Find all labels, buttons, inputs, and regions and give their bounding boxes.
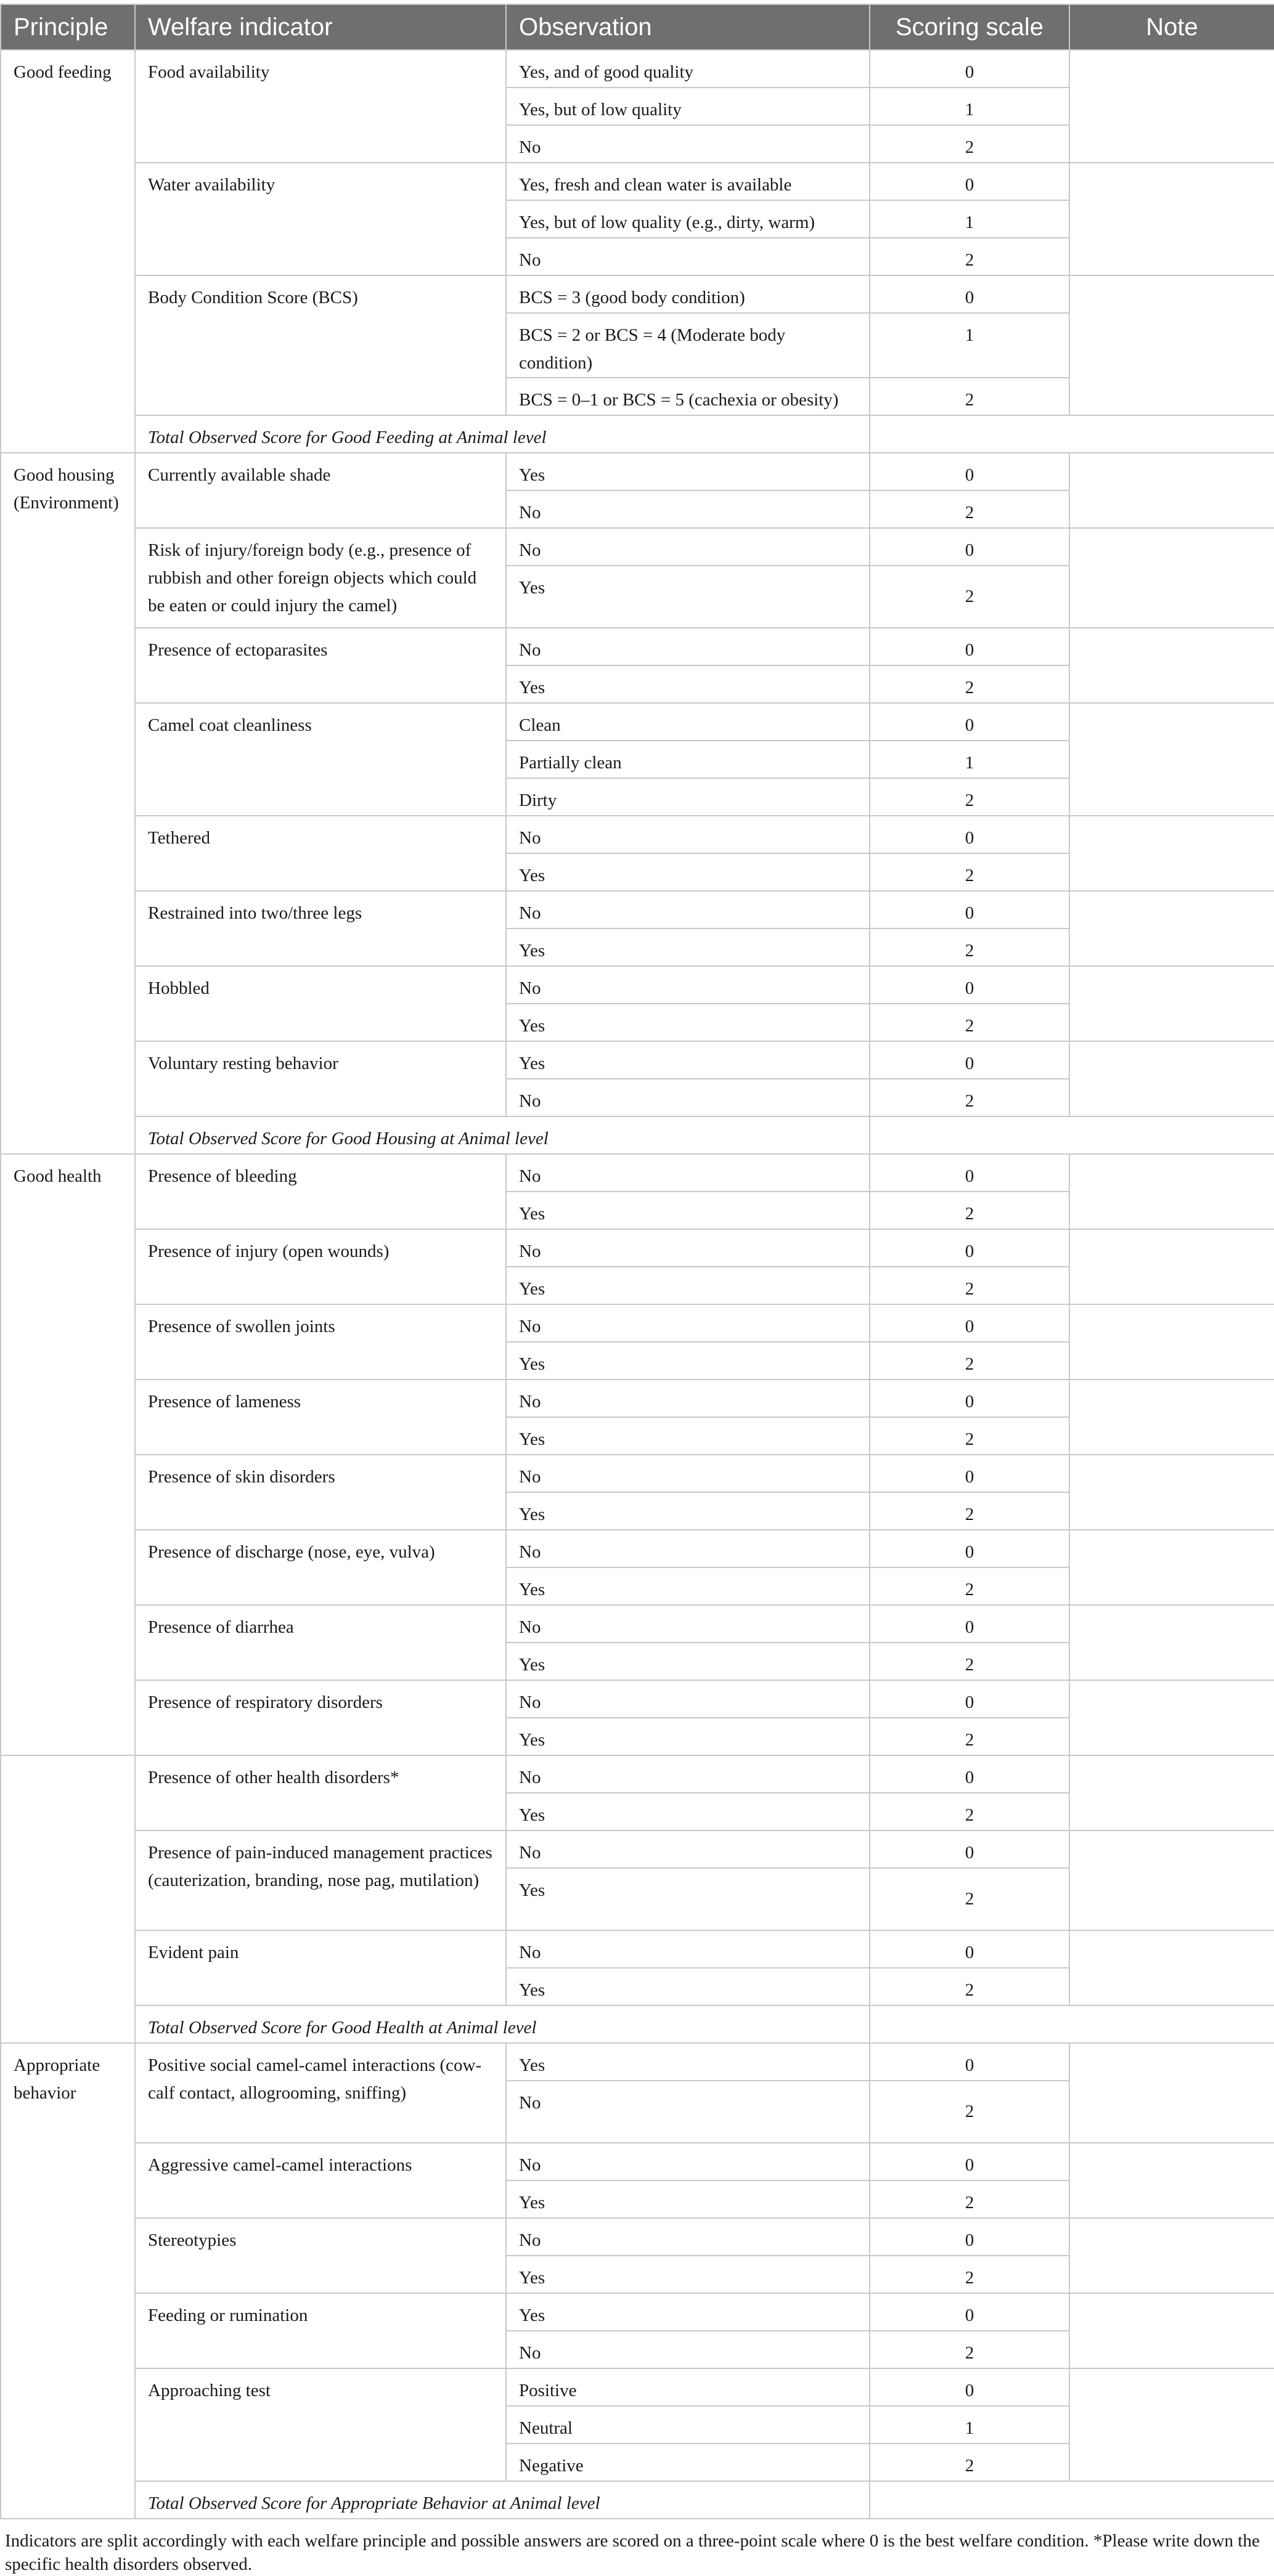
observation-cell: Yes	[506, 1643, 870, 1680]
scoring-scale-cell: 0	[870, 1830, 1069, 1868]
scoring-scale-cell: 2	[870, 2444, 1069, 2481]
table-row	[1, 628, 1274, 665]
table-row	[1, 50, 1274, 87]
scoring-scale-cell: 2	[870, 490, 1069, 528]
note-cell	[1069, 2218, 1274, 2293]
welfare-indicator-cell: Voluntary resting behavior	[135, 1041, 506, 1116]
scoring-scale-cell: 0	[870, 163, 1069, 200]
table-row	[1, 163, 1274, 200]
table-row	[1, 1379, 1274, 1417]
table-row	[1, 1930, 1274, 1968]
observation-cell: Yes	[506, 2256, 870, 2293]
note-cell	[1069, 1605, 1274, 1680]
observation-cell: Yes	[506, 453, 870, 490]
scoring-scale-cell: 2	[870, 125, 1069, 163]
table-row	[1, 1229, 1274, 1267]
observation-cell: No	[506, 2143, 870, 2180]
scoring-scale-cell: 0	[870, 453, 1069, 490]
observation-cell: Yes, but of low quality (e.g., dirty, warm)	[506, 200, 870, 238]
welfare-indicator-cell: Approaching test	[135, 2368, 506, 2481]
welfare-indicator-cell: Presence of injury (open wounds)	[135, 1229, 506, 1304]
welfare-indicator-cell: Presence of pain-induced management practices (cauterization, branding, nose pag, mutilation)	[135, 1830, 506, 1930]
header-principle: Principle	[1, 4, 135, 50]
table-row	[1, 2368, 1274, 2406]
principle-cell: Good feeding	[1, 50, 135, 453]
observation-cell: No	[506, 490, 870, 528]
observation-cell: No	[506, 528, 870, 566]
table-body	[1, 50, 1274, 2519]
scoring-scale-cell: 0	[870, 1304, 1069, 1342]
observation-cell: Yes	[506, 2180, 870, 2218]
note-cell	[1069, 275, 1274, 415]
scoring-scale-cell: 2	[870, 1192, 1069, 1229]
scoring-scale-cell: 0	[870, 1930, 1069, 1968]
welfare-indicator-cell: Presence of diarrhea	[135, 1605, 506, 1680]
observation-cell: No	[506, 1455, 870, 1492]
scoring-scale-cell: 0	[870, 703, 1069, 741]
welfare-indicator-cell: Risk of injury/foreign body (e.g., presence of rubbish and other foreign objects which could be eaten or could injury the camel)	[135, 528, 506, 628]
scoring-scale-cell: 2	[870, 1868, 1069, 1930]
note-cell	[1069, 1041, 1274, 1116]
welfare-indicator-cell: Currently available shade	[135, 453, 506, 528]
observation-cell: BCS = 2 or BCS = 4 (Moderate body condition)	[506, 313, 870, 378]
scoring-scale-cell: 2	[870, 1492, 1069, 1530]
total-row	[1, 1116, 1274, 1154]
note-cell	[1069, 1930, 1274, 2005]
note-cell	[1069, 1154, 1274, 1229]
observation-cell: Yes	[506, 928, 870, 966]
observation-cell: No	[506, 1154, 870, 1192]
scoring-scale-cell: 2	[870, 1567, 1069, 1605]
principle-cell: Good housing (Environment)	[1, 453, 135, 1154]
observation-cell: Yes	[506, 566, 870, 628]
scoring-scale-cell: 2	[870, 1643, 1069, 1680]
scoring-scale-cell: 0	[870, 816, 1069, 853]
observation-cell: No	[506, 1229, 870, 1267]
note-cell	[1069, 1680, 1274, 1755]
note-cell	[1069, 1304, 1274, 1379]
table-row	[1, 1605, 1274, 1643]
scoring-scale-cell: 0	[870, 1755, 1069, 1793]
observation-cell: No	[506, 2218, 870, 2256]
note-cell	[1069, 1830, 1274, 1930]
observation-cell: Yes, but of low quality	[506, 87, 870, 125]
welfare-indicator-cell: Presence of other health disorders*	[135, 1755, 506, 1830]
observation-cell: Yes	[506, 2043, 870, 2081]
note-cell	[1069, 163, 1274, 275]
total-score-value	[870, 2005, 1274, 2043]
observation-cell: Neutral	[506, 2406, 870, 2444]
observation-cell: Yes	[506, 1968, 870, 2005]
scoring-scale-cell: 2	[870, 1793, 1069, 1830]
scoring-scale-cell: 2	[870, 2081, 1069, 2143]
scoring-scale-cell: 2	[870, 1079, 1069, 1116]
observation-cell: Clean	[506, 703, 870, 741]
scoring-scale-cell: 1	[870, 313, 1069, 378]
welfare-indicator-cell: Positive social camel-camel interactions (cow-calf contact, allogrooming, sniffing)	[135, 2043, 506, 2143]
table-footnote: Indicators are split accordingly with each welfare principle and possible answers are scored on a three-point scale where 0 is the best welfare condition. *Please write down the specific health disorders observed.	[5, 2531, 1260, 2574]
scoring-scale-cell: 0	[870, 1379, 1069, 1417]
observation-cell: Dirty	[506, 778, 870, 816]
scoring-scale-cell: 2	[870, 1718, 1069, 1755]
table-row	[1, 1154, 1274, 1192]
observation-cell: No	[506, 1530, 870, 1567]
observation-cell: No	[506, 1605, 870, 1643]
table-row	[1, 1680, 1274, 1718]
observation-cell: No	[506, 2331, 870, 2368]
table-row	[1, 966, 1274, 1004]
observation-cell: No	[506, 891, 870, 928]
scoring-scale-cell: 2	[870, 2256, 1069, 2293]
scoring-scale-cell: 2	[870, 778, 1069, 816]
scoring-scale-cell: 0	[870, 1680, 1069, 1718]
scoring-scale-cell: 0	[870, 2218, 1069, 2256]
table-row	[1, 1530, 1274, 1567]
welfare-indicator-cell: Presence of bleeding	[135, 1154, 506, 1229]
scoring-scale-cell: 0	[870, 891, 1069, 928]
observation-cell: BCS = 3 (good body condition)	[506, 275, 870, 313]
welfare-indicator-cell: Feeding or rumination	[135, 2293, 506, 2368]
scoring-scale-cell: 0	[870, 2368, 1069, 2406]
scoring-scale-cell: 2	[870, 1004, 1069, 1041]
observation-cell: Yes	[506, 1004, 870, 1041]
table-row	[1, 816, 1274, 853]
observation-cell: No	[506, 1680, 870, 1718]
welfare-indicator-cell: Aggressive camel-camel interactions	[135, 2143, 506, 2218]
scoring-scale-cell: 2	[870, 1968, 1069, 2005]
observation-cell: No	[506, 1930, 870, 1968]
observation-cell: No	[506, 238, 870, 275]
total-score-label: Total Observed Score for Good Housing at Animal level	[135, 1116, 870, 1154]
scoring-scale-cell: 0	[870, 1229, 1069, 1267]
observation-cell: Negative	[506, 2444, 870, 2481]
note-cell	[1069, 628, 1274, 703]
scoring-scale-cell: 2	[870, 2331, 1069, 2368]
welfare-indicator-cell: Stereotypies	[135, 2218, 506, 2293]
welfare-indicator-cell: Presence of swollen joints	[135, 1304, 506, 1379]
header-row	[1, 4, 1274, 50]
observation-cell: No	[506, 1755, 870, 1793]
note-cell	[1069, 1229, 1274, 1304]
total-score-value	[870, 415, 1274, 453]
total-score-value	[870, 1116, 1274, 1154]
scoring-scale-cell: 0	[870, 1154, 1069, 1192]
note-cell	[1069, 891, 1274, 966]
observation-cell: No	[506, 966, 870, 1004]
observation-cell: Yes	[506, 1041, 870, 1079]
scoring-scale-cell: 2	[870, 853, 1069, 891]
observation-cell: Yes, and of good quality	[506, 50, 870, 87]
table-row	[1, 2043, 1274, 2081]
observation-cell: No	[506, 816, 870, 853]
observation-cell: No	[506, 1379, 870, 1417]
scoring-scale-cell: 2	[870, 238, 1069, 275]
observation-cell: No	[506, 2081, 870, 2143]
scoring-scale-cell: 1	[870, 200, 1069, 238]
note-cell	[1069, 1379, 1274, 1455]
observation-cell: Positive	[506, 2368, 870, 2406]
note-cell	[1069, 50, 1274, 163]
observation-cell: No	[506, 1830, 870, 1868]
observation-cell: Yes	[506, 1793, 870, 1830]
welfare-indicator-cell: Water availability	[135, 163, 506, 275]
note-cell	[1069, 2043, 1274, 2143]
scoring-scale-cell: 1	[870, 2406, 1069, 2444]
scoring-scale-cell: 0	[870, 528, 1069, 566]
note-cell	[1069, 816, 1274, 891]
note-cell	[1069, 1755, 1274, 1830]
scoring-scale-cell: 0	[870, 2143, 1069, 2180]
observation-cell: Yes	[506, 1417, 870, 1455]
header-welfare-indicator: Welfare indicator	[135, 4, 506, 50]
note-cell	[1069, 703, 1274, 816]
observation-cell: Yes	[506, 1567, 870, 1605]
note-cell	[1069, 2293, 1274, 2368]
observation-cell: Yes	[506, 1267, 870, 1304]
welfare-indicator-cell: Food availability	[135, 50, 506, 163]
welfare-indicator-cell: Camel coat cleanliness	[135, 703, 506, 816]
observation-cell: Yes	[506, 665, 870, 703]
observation-cell: Yes	[506, 1192, 870, 1229]
scoring-scale-cell: 2	[870, 665, 1069, 703]
total-score-label: Total Observed Score for Good Feeding at Animal level	[135, 415, 870, 453]
welfare-indicator-cell: Restrained into two/three legs	[135, 891, 506, 966]
header-note: Note	[1069, 4, 1274, 50]
table-row	[1, 2293, 1274, 2331]
scoring-scale-cell: 2	[870, 1417, 1069, 1455]
welfare-indicator-cell: Presence of respiratory disorders	[135, 1680, 506, 1755]
total-row	[1, 2005, 1274, 2043]
scoring-scale-cell: 0	[870, 2293, 1069, 2331]
total-score-label: Total Observed Score for Good Health at Animal level	[135, 2005, 870, 2043]
observation-cell: Yes	[506, 2293, 870, 2331]
scoring-scale-cell: 0	[870, 628, 1069, 665]
welfare-indicator-cell: Body Condition Score (BCS)	[135, 275, 506, 415]
table-row	[1, 453, 1274, 490]
note-cell	[1069, 1455, 1274, 1530]
observation-cell: No	[506, 1079, 870, 1116]
scoring-scale-cell: 2	[870, 2180, 1069, 2218]
welfare-indicator-cell: Presence of discharge (nose, eye, vulva)	[135, 1530, 506, 1605]
observation-cell: Yes	[506, 1718, 870, 1755]
scoring-scale-cell: 2	[870, 378, 1069, 415]
note-cell	[1069, 966, 1274, 1041]
note-cell	[1069, 453, 1274, 528]
table-row	[1, 1304, 1274, 1342]
scoring-scale-cell: 0	[870, 1041, 1069, 1079]
table-row	[1, 2143, 1274, 2180]
note-cell	[1069, 2143, 1274, 2218]
table-row	[1, 703, 1274, 741]
observation-cell: No	[506, 628, 870, 665]
table-row	[1, 1041, 1274, 1079]
table-row	[1, 1755, 1274, 1793]
principle-cell: Appropriate behavior	[1, 2043, 135, 2519]
welfare-indicator-cell: Hobbled	[135, 966, 506, 1041]
scoring-scale-cell: 0	[870, 2043, 1069, 2081]
welfare-indicator-cell: Evident pain	[135, 1930, 506, 2005]
observation-cell: Yes	[506, 853, 870, 891]
observation-cell: Yes	[506, 1492, 870, 1530]
scoring-scale-cell: 2	[870, 928, 1069, 966]
total-row	[1, 415, 1274, 453]
scoring-scale-cell: 0	[870, 50, 1069, 87]
scoring-scale-cell: 0	[870, 1605, 1069, 1643]
header-scoring-scale: Scoring scale	[870, 4, 1069, 50]
table-row	[1, 275, 1274, 313]
note-cell	[1069, 1530, 1274, 1605]
note-cell	[1069, 2368, 1274, 2481]
total-score-label: Total Observed Score for Appropriate Behavior at Animal level	[135, 2481, 870, 2519]
table-row	[1, 528, 1274, 566]
observation-cell: Partially clean	[506, 741, 870, 778]
header-observation: Observation	[506, 4, 870, 50]
welfare-indicator-cell: Presence of skin disorders	[135, 1455, 506, 1530]
scoring-scale-cell: 0	[870, 275, 1069, 313]
observation-cell: Yes	[506, 1868, 870, 1930]
total-score-value	[870, 2481, 1274, 2519]
observation-cell: Yes, fresh and clean water is available	[506, 163, 870, 200]
principle-cell: Good health	[1, 1154, 135, 1755]
welfare-table-wrapper	[0, 4, 1274, 2576]
observation-cell: Yes	[506, 1342, 870, 1379]
total-row	[1, 2481, 1274, 2519]
table-row	[1, 1455, 1274, 1492]
welfare-assessment-table	[0, 4, 1274, 2519]
table-row	[1, 891, 1274, 928]
welfare-indicator-cell: Presence of lameness	[135, 1379, 506, 1455]
scoring-scale-cell: 2	[870, 566, 1069, 628]
scoring-scale-cell: 2	[870, 1267, 1069, 1304]
table-row	[1, 1830, 1274, 1868]
scoring-scale-cell: 2	[870, 1342, 1069, 1379]
note-cell	[1069, 528, 1274, 628]
observation-cell: BCS = 0–1 or BCS = 5 (cachexia or obesity)	[506, 378, 870, 415]
observation-cell: No	[506, 125, 870, 163]
scoring-scale-cell: 0	[870, 966, 1069, 1004]
scoring-scale-cell: 1	[870, 87, 1069, 125]
scoring-scale-cell: 0	[870, 1455, 1069, 1492]
table-row	[1, 2218, 1274, 2256]
principle-cell	[1, 1755, 135, 2043]
scoring-scale-cell: 1	[870, 741, 1069, 778]
observation-cell: No	[506, 1304, 870, 1342]
welfare-indicator-cell: Presence of ectoparasites	[135, 628, 506, 703]
scoring-scale-cell: 0	[870, 1530, 1069, 1567]
welfare-indicator-cell: Tethered	[135, 816, 506, 891]
